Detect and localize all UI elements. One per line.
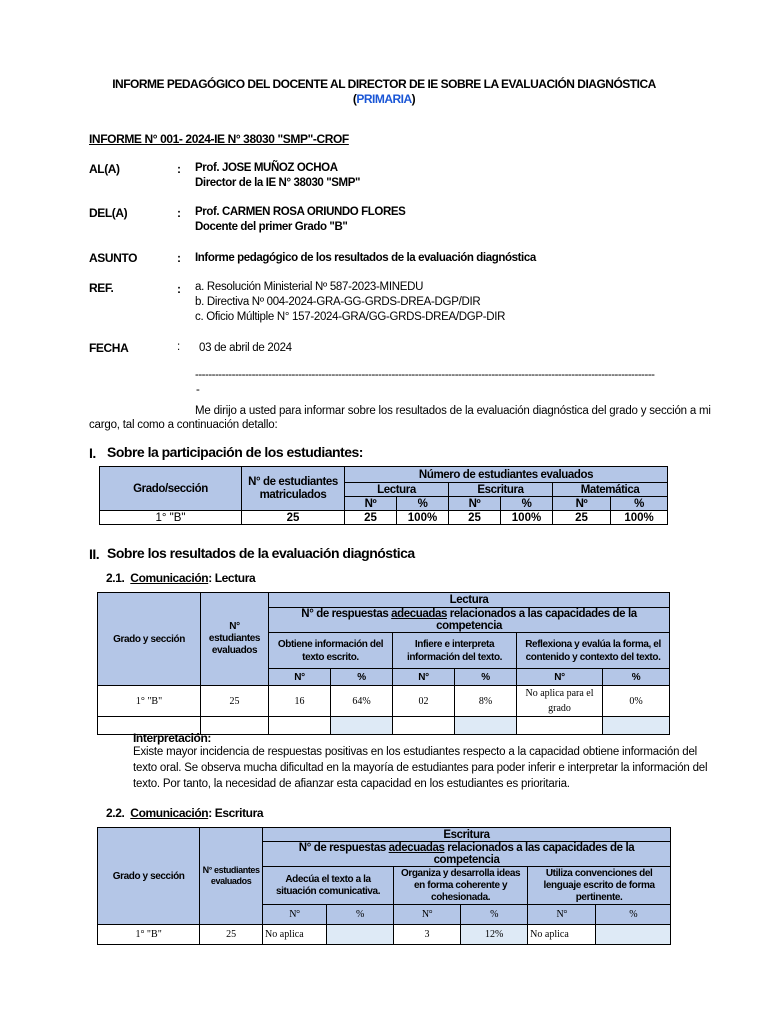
header-capacity-2: Organiza y desarrolla ideas en forma coherente y cohesionada.	[394, 867, 528, 905]
header-pct: %	[611, 497, 668, 511]
ref-item: a. Resolución Ministerial Nº 587-2023-MINEDU	[195, 281, 424, 293]
separator-line: ------------------------------------------------------------------------------------------------------------------------------------------	[195, 369, 655, 381]
ref-item: b. Directiva Nº 004-2024-GRA-GG-GRDS-DREA-DGP/DIR	[195, 296, 481, 308]
interpretation-line: texto oral. Se observa mucha dificultad en la mayoría de estudiantes para poder inferir e interpretar la información del	[133, 762, 708, 774]
cell-c2-n: 02	[393, 686, 455, 717]
section2-title: Sobre los resultados de la evaluación diagnóstica	[107, 545, 415, 561]
header-n: N°	[517, 669, 603, 686]
header-pct: %	[326, 905, 393, 925]
table-row	[98, 925, 671, 945]
document-title: INFORME PEDAGÓGICO DEL DOCENTE AL DIRECTOR DE IE SOBRE LA EVALUACIÓN DIAGNÓSTICA	[112, 77, 656, 91]
header-grade: Grado y sección	[98, 593, 201, 686]
subsection-2-1: 2.1. Comunicación: Lectura	[106, 571, 256, 585]
header-n: N°	[269, 669, 331, 686]
interpretation-line: Existe mayor incidencia de respuestas positivas en los estudiantes respecto a la capacidad obtiene información del	[133, 746, 698, 758]
ref-label: REF.	[89, 281, 114, 295]
header-capacity-2: Infiere e interpreta información del texto.	[393, 633, 517, 669]
header-pct: %	[596, 905, 671, 925]
cell-evaluated: 25	[200, 925, 263, 945]
header-pct: %	[455, 669, 517, 686]
document-level: (PRIMARIA)	[352, 92, 416, 106]
cell-lectura-pct: 100%	[397, 511, 449, 525]
cell-escritura-n: 25	[449, 511, 501, 525]
header-n: Nº	[449, 497, 501, 511]
to-name: Prof. JOSE MUÑOZ OCHOA	[195, 162, 338, 174]
lectura-results-table	[97, 592, 670, 735]
cell-c3-n: No aplica	[528, 925, 596, 945]
cell-c3-pct: 0%	[603, 686, 670, 717]
header-area-escritura: Escritura	[449, 483, 553, 497]
header-n: N°	[393, 669, 455, 686]
cell-c1-n: 16	[269, 686, 331, 717]
header-evaluated: N° estudiantes evaluados	[201, 593, 269, 686]
cell-c2-n: 3	[394, 925, 461, 945]
cell-c1-n: No aplica	[263, 925, 327, 945]
header-pct: %	[397, 497, 449, 511]
empty-cell	[603, 717, 670, 735]
cell-grade: 1° "B"	[98, 925, 200, 945]
interpretation-label: Interpretación:	[133, 731, 212, 745]
level-primaria: PRIMARIA	[356, 92, 412, 106]
header-n: N°	[528, 905, 596, 925]
cell-c3-n: No aplica para el grado	[517, 686, 603, 717]
header-area-matematica: Matemática	[553, 483, 668, 497]
subject-label: ASUNTO	[89, 251, 138, 265]
participation-table	[99, 466, 668, 525]
cell-c2-pct: 8%	[455, 686, 517, 717]
header-grade: Grado y sección	[98, 828, 200, 925]
section2-number: II.	[89, 546, 100, 562]
cell-matematica-pct: 100%	[611, 511, 668, 525]
cell-c3-pct	[596, 925, 671, 945]
report-number: INFORME N° 001- 2024-IE N° 38030 "SMP"-CROF	[89, 132, 349, 146]
cell-escritura-pct: 100%	[501, 511, 553, 525]
section1-number: I.	[89, 445, 96, 461]
header-capacity-3: Utiliza convenciones del lenguaje escrito de forma pertinente.	[528, 867, 671, 905]
header-enrolled: N° de estudiantes matriculados	[242, 467, 345, 511]
header-pct: %	[603, 669, 670, 686]
to-label: AL(A)	[89, 162, 120, 176]
date-label: FECHA	[89, 341, 129, 355]
cell-enrolled: 25	[242, 511, 345, 525]
cell-grade: 1° "B"	[98, 686, 201, 717]
from-label: DEL(A)	[89, 206, 128, 220]
from-name: Prof. CARMEN ROSA ORIUNDO FLORES	[195, 206, 406, 218]
subject-colon: :	[177, 251, 181, 265]
header-n: N°	[394, 905, 461, 925]
date-value: 03 de abril de 2024	[199, 342, 292, 354]
header-pct: %	[331, 669, 393, 686]
intro-line1: Me dirijo a usted para informar sobre los resultados de la evaluación diagnóstica del grado y sección a mi	[195, 405, 711, 417]
date-colon: :	[177, 341, 180, 353]
interpretation-line: texto. Por tanto, la necesidad de afianzar esta capacidad en los estudiantes es prioritaria.	[133, 778, 570, 790]
subsection-2-2: 2.2. Comunicación: Escritura	[106, 806, 264, 820]
intro-line2: cargo, tal como a continuación detallo:	[89, 419, 278, 431]
empty-cell	[455, 717, 517, 735]
to-colon: :	[177, 162, 181, 176]
header-n: Nº	[553, 497, 611, 511]
empty-cell	[393, 717, 455, 735]
from-role: Docente del primer Grado "B"	[195, 221, 348, 233]
separator-tail: -	[196, 384, 200, 396]
header-grade: Grado/sección	[100, 467, 242, 511]
header-capacity-1: Adecúa el texto a la situación comunicativa.	[263, 867, 394, 905]
cell-evaluated: 25	[201, 686, 269, 717]
cell-c1-pct	[326, 925, 393, 945]
cell-matematica-n: 25	[553, 511, 611, 525]
escritura-results-table	[97, 827, 671, 945]
section1-title: Sobre la participación de los estudiantes:	[107, 444, 363, 460]
to-role: Director de la IE N° 38030 "SMP"	[195, 177, 361, 189]
cell-grade: 1° "B"	[100, 511, 242, 525]
empty-cell	[331, 717, 393, 735]
header-pct: %	[501, 497, 553, 511]
header-responses: N° de respuestas adecuadas relacionados a las capacidades de la competencia	[269, 608, 670, 633]
subject-value: Informe pedagógico de los resultados de la evaluación diagnóstica	[195, 252, 536, 264]
header-area: Lectura	[269, 593, 670, 608]
from-colon: :	[177, 206, 181, 220]
header-responses: N° de respuestas adecuadas relacionados a las capacidades de la competencia	[263, 842, 671, 867]
header-pct: %	[461, 905, 528, 925]
header-evaluated: N° estudiantes evaluados	[200, 828, 263, 925]
header-evaluated: Número de estudiantes evaluados	[345, 467, 668, 483]
cell-c1-pct: 64%	[331, 686, 393, 717]
header-capacity-1: Obtiene información del texto escrito.	[269, 633, 393, 669]
empty-cell	[269, 717, 331, 735]
header-area: Escritura	[263, 828, 671, 842]
table-row	[100, 511, 668, 525]
table-row	[98, 686, 670, 717]
header-capacity-3: Reflexiona y evalúa la forma, el contenido y contexto del texto.	[517, 633, 670, 669]
header-n: Nº	[345, 497, 397, 511]
header-area-lectura: Lectura	[345, 483, 449, 497]
cell-lectura-n: 25	[345, 511, 397, 525]
ref-item: c. Oficio Múltiple N° 157-2024-GRA/GG-GRDS-DREA/DGP-DIR	[195, 311, 506, 323]
empty-cell	[517, 717, 603, 735]
header-n: N°	[263, 905, 327, 925]
ref-colon: :	[177, 282, 181, 296]
cell-c2-pct: 12%	[461, 925, 528, 945]
